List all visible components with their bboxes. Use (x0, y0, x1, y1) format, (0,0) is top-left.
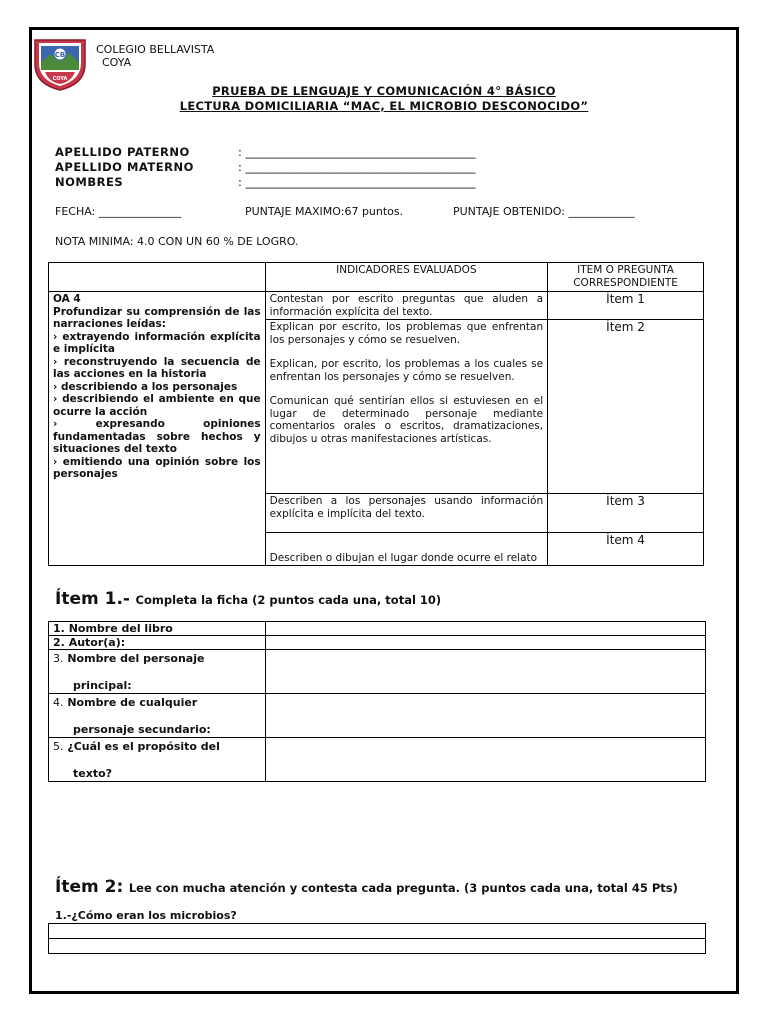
item1-instruction: Completa la ficha (2 puntos cada una, total 10) (135, 593, 442, 607)
header-indicadores: INDICADORES EVALUADOS (265, 263, 547, 292)
reading-title: LECTURA DOMICILIARIA “MAC, EL MICROBIO DESCONOCIDO” (179, 99, 589, 113)
ficha-label-2: 2. Autor(a): (49, 636, 266, 650)
item2-heading: Ítem 2: (55, 877, 124, 897)
puntaje-obtenido-field[interactable]: PUNTAJE OBTENIDO: ____________ (453, 205, 635, 218)
indicator-1: Contestan por escrito preguntas que aluden a información explícita del texto. (265, 292, 547, 320)
field-input-apellido-paterno[interactable]: : ________________________________________ (238, 145, 476, 159)
indicator-2: Explican por escrito, los problemas que enfrentan los personajes y cómo se resuelven. Explican, por escrito, los problemas a los cuales se enfrentan los personajes y cómo se resuelven. Comunican qué sentirían ellos si estuviesen en el lugar de determinado personaje mediante comentarios orales o escritos, dramatizaciones, dibujos u otras manifestaciones artísticas. (265, 320, 547, 494)
item1-heading: Ítem 1.- (55, 589, 130, 609)
puntaje-maximo: PUNTAJE MAXIMO:67 puntos. (245, 205, 404, 218)
school-name: COLEGIO BELLAVISTA (96, 43, 215, 56)
school-name-block (96, 43, 214, 69)
indicator-4: Describen o dibujan el lugar donde ocurre el relato (265, 533, 547, 566)
nota-minima: NOTA MINIMA: 4.0 CON UN 60 % DE LOGRO. (55, 235, 299, 248)
ficha-label-3: 3. Nombre del personaje principal: (49, 650, 266, 694)
svg-text:CB: CB (54, 51, 66, 59)
ficha-table (48, 621, 706, 782)
item2-heading-block (55, 877, 678, 897)
ficha-answer-4[interactable] (265, 694, 705, 738)
ficha-answer-2[interactable] (265, 636, 705, 650)
indicator-3: Describen a los personajes usando información explícita e implícita del texto. (265, 494, 547, 533)
field-input-nombres[interactable]: : ________________________________________ (238, 175, 476, 189)
answer-line-1[interactable] (49, 924, 706, 939)
ficha-answer-5[interactable] (265, 738, 705, 782)
header-item: ITEM O PREGUNTA CORRESPONDIENTE (548, 263, 704, 292)
field-label-nombres: NOMBRES (55, 175, 124, 189)
ficha-answer-1[interactable] (265, 622, 705, 636)
indicator-1-item: Ítem 1 (548, 292, 704, 320)
indicators-table (48, 262, 704, 566)
item1-heading-block (55, 589, 441, 609)
test-title: PRUEBA DE LENGUAJE Y COMUNICACIÓN 4° BÁSICO (212, 84, 556, 98)
field-label-apellido-materno: APELLIDO MATERNO (55, 160, 194, 174)
ficha-answer-3[interactable] (265, 650, 705, 694)
ficha-label-5: 5. ¿Cuál es el propósito del texto? (49, 738, 266, 782)
indicator-2-item: Ítem 2 (548, 320, 704, 494)
oa4-cell: OA 4 Profundizar su comprensión de las narraciones leídas: › extrayendo información explícita e implícita › reconstruyendo la secuencia de las acciones en la historia › describiendo a los personajes › describiendo el ambiente en que ocurre la acción › expresando opiniones fundamentadas sobre hechos y situaciones del texto › emitiendo una opinión sobre los personajes (49, 292, 266, 566)
indicator-4-item: Ítem 4 (548, 533, 704, 566)
item2-question-1: 1.-¿Cómo eran los microbios? (55, 909, 237, 922)
answer-lines (48, 923, 706, 954)
field-label-apellido-paterno: APELLIDO PATERNO (55, 145, 190, 159)
ficha-label-4: 4. Nombre de cualquier personaje secundario: (49, 694, 266, 738)
indicator-3-item: Ítem 3 (548, 494, 704, 533)
fecha-field[interactable]: FECHA: _______________ (55, 205, 182, 218)
answer-line-2[interactable] (49, 939, 706, 954)
svg-text:COYA: COYA (52, 76, 68, 82)
header-empty (49, 263, 266, 292)
item2-instruction: Lee con mucha atención y contesta cada pregunta. (3 puntos cada una, total 45 Pts) (128, 881, 678, 895)
ficha-label-1: 1. Nombre del libro (49, 622, 266, 636)
school-city: COYA (102, 56, 132, 69)
field-input-apellido-materno[interactable]: : ________________________________________ (238, 160, 476, 174)
